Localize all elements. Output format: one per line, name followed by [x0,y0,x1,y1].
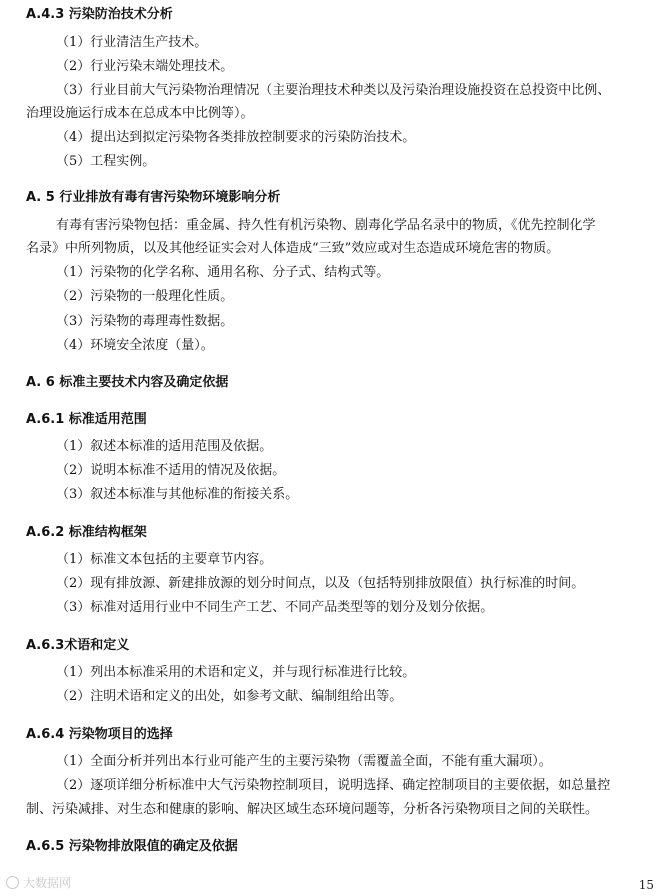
section-heading-a62: A.6.2 标准结构框架 [26,525,147,540]
list-item: （2）污染物的一般理化性质。 [56,289,234,304]
section-heading-a43: A.4.3 污染防治技术分析 [26,7,173,22]
list-item: （3）污染物的毒理毒性数据。 [56,314,234,329]
list-item: （2）现有排放源、新建排放源的划分时间点，以及（包括特别排放限值）执行标准的时间。 [56,576,585,591]
list-item: （1）标准文本包括的主要章节内容。 [56,552,273,567]
list-item: （3）叙述本标准与其他标准的衔接关系。 [56,487,299,502]
list-item: （1）全面分析并列出本行业可能产生的主要污染物（需覆盖全面，不能有重大漏项）。 [56,754,552,769]
list-item-continuation: 治理设施运行成本在总成本中比例等）。 [26,106,254,121]
watermark-text: 大数据网 [23,876,72,890]
list-item: （1）列出本标准采用的术语和定义，并与现行标准进行比较。 [56,665,416,680]
section-heading-a65: A.6.5 污染物排放限值的确定及依据 [26,839,238,854]
watermark [6,874,71,891]
list-item: （2）注明术语和定义的出处，如参考文献、编制组给出等。 [56,689,403,704]
section-heading-a5: A. 5 行业排放有毒有害污染物环境影响分析 [26,190,281,205]
section-heading-a64: A.6.4 污染物项目的选择 [26,727,173,742]
page-number: 15 [638,878,654,892]
list-item: （2）说明本标准不适用的情况及依据。 [56,463,286,478]
list-item: （3）标准对适用行业中不同生产工艺、不同产品类型等的划分及划分依据。 [56,600,494,615]
list-item: （1）行业清洁生产技术。 [56,35,208,50]
list-item: （3）行业目前大气污染物治理情况（主要治理技术种类以及污染治理设施投资在总投资中比例、 [56,83,611,98]
list-item: （5）工程实例。 [56,154,156,169]
list-item-continuation: 制、污染减排、对生态和健康的影响、解决区域生态环境问题等，分析各污染物项目之间的关联性。 [26,802,599,817]
list-item: （1）污染物的化学名称、通用名称、分子式、结构式等。 [56,265,390,280]
list-item: （4）环境安全浓度（量）。 [56,338,214,353]
section-heading-a61: A.6.1 标准适用范围 [26,412,147,427]
watermark-logo-icon [6,876,19,889]
list-item: （1）叙述本标准的适用范围及依据。 [56,439,273,454]
paragraph-line: 名录》中所列物质，以及其他经证实会对人体造成“三致”效应或对生态造成环境危害的物质。 [26,241,560,256]
section-heading-a6: A. 6 标准主要技术内容及确定依据 [26,375,229,390]
section-heading-a63: A.6.3术语和定义 [26,638,130,653]
list-item: （2）逐项详细分析标准中大气污染物控制项目，说明选择、确定控制项目的主要依据，如总量控 [56,778,611,793]
list-item: （2）行业污染末端处理技术。 [56,59,234,74]
paragraph-line: 有毒有害污染物包括：重金属、持久性有机污染物、剧毒化学品名录中的物质，《优先控制化学 [56,218,596,233]
list-item: （4）提出达到拟定污染物各类排放控制要求的污染防治技术。 [56,130,416,145]
